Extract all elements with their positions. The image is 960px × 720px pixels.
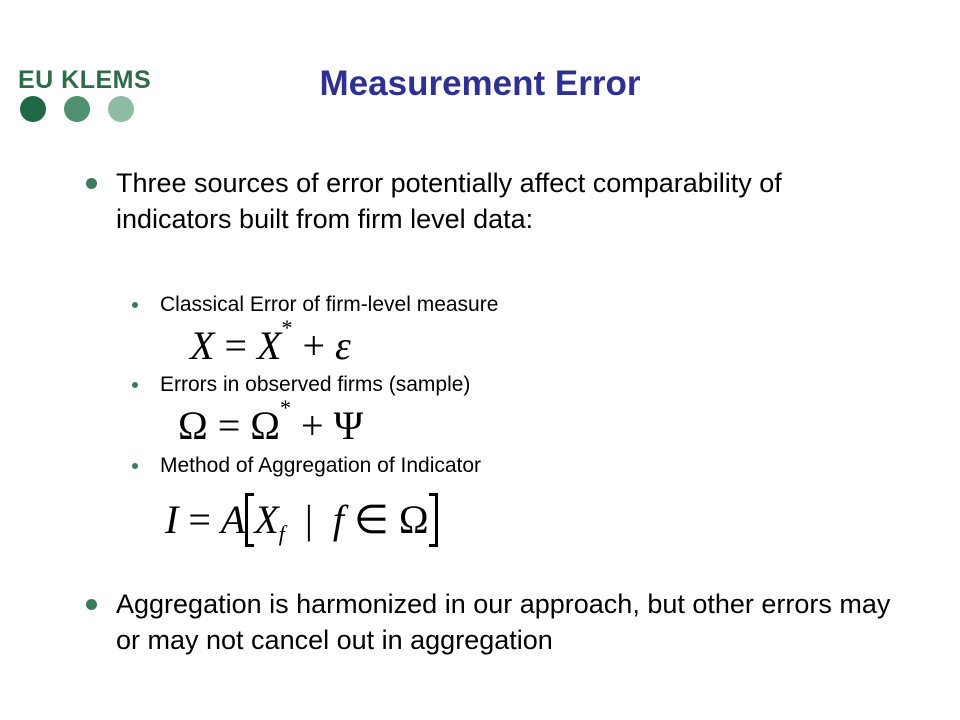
bullet-marker <box>86 178 97 189</box>
bullet-marker <box>86 599 97 610</box>
bullet-text: Three sources of error potentially affect comparability of indicators built from firm level data: <box>116 168 782 234</box>
sub-bullet-text: Method of Aggregation of Indicator <box>160 454 482 477</box>
left-bracket <box>245 493 254 547</box>
sub-bullet-marker <box>132 463 138 469</box>
sub-bullet-text: Errors in observed firms (sample) <box>160 373 471 396</box>
logo-text: EU KLEMS <box>18 66 152 94</box>
sub-bullet-item <box>160 454 860 478</box>
formula-sample-error: Ω = Ω* + Ψ <box>178 394 364 448</box>
formula-classical-error: X = X* + ε <box>190 314 351 368</box>
sub-bullet-marker <box>132 382 138 388</box>
bullet-item <box>116 165 896 237</box>
bullet-text: Aggregation is harmonized in our approach, but other errors may or may not cancel out in aggregation <box>116 589 891 655</box>
right-bracket <box>429 493 438 547</box>
sub-bullet-item <box>160 293 860 317</box>
sub-bullet-marker <box>132 302 138 308</box>
formula-aggregation: I = A $X_f$ | f ∈ Ω <box>165 496 438 551</box>
slide-title: Measurement Error <box>319 64 641 103</box>
sub-bullet-text: Classical Error of firm-level measure <box>160 293 499 316</box>
sub-bullet-item <box>160 373 860 397</box>
bullet-item <box>116 586 896 658</box>
